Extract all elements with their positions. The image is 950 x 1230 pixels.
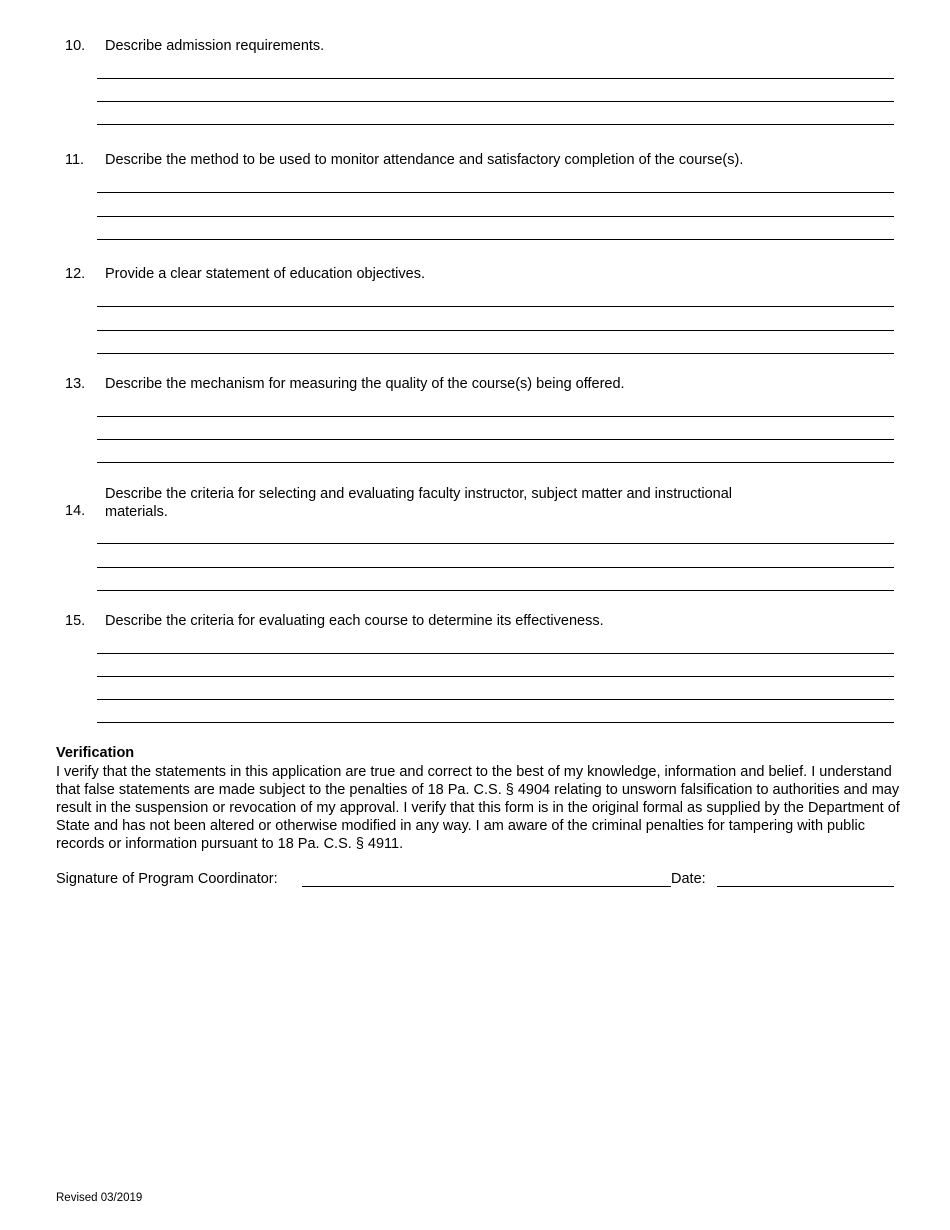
question-text: Describe the criteria for evaluating each course to determine its effectiveness. <box>105 613 604 629</box>
answer-line[interactable] <box>97 101 894 102</box>
answer-line[interactable] <box>97 416 894 417</box>
question-number: 13. <box>65 376 86 392</box>
answer-line[interactable] <box>97 192 894 193</box>
answer-line[interactable] <box>97 239 894 240</box>
date-field[interactable] <box>717 886 894 887</box>
answer-line[interactable] <box>97 543 894 544</box>
date-label: Date: <box>671 871 706 887</box>
answer-line[interactable] <box>97 676 894 677</box>
question-number: 10. <box>65 38 86 54</box>
answer-line[interactable] <box>97 353 894 354</box>
answer-line[interactable] <box>97 216 894 217</box>
question-text: Describe the method to be used to monitor attendance and satisfactory completion of the course(s). <box>105 152 744 168</box>
verification-statement: I verify that the statements in this application are true and correct to the best of my knowledge, information and belief. I understand that false statements are made subject to the penalties of 18 Pa. C.S. § 4904 relating to unsworn falsification to authorities and may result in the suspension or revocation of my approval. I verify that this form is in the original formal as supplied by the Department of State and has not been altered or otherwise modified in any way. I am aware of the criminal penalties for tampering with public records or information pursuant to 18 Pa. C.S. § 4911. <box>56 764 900 852</box>
answer-line[interactable] <box>97 439 894 440</box>
question-text: Describe the mechanism for measuring the quality of the course(s) being offered. <box>105 376 625 392</box>
answer-line[interactable] <box>97 462 894 463</box>
answer-line[interactable] <box>97 124 894 125</box>
answer-line[interactable] <box>97 699 894 700</box>
revision-footer: Revised 03/2019 <box>56 1192 143 1204</box>
answer-line[interactable] <box>97 567 894 568</box>
answer-line[interactable] <box>97 590 894 591</box>
answer-line[interactable] <box>97 78 894 79</box>
question-text: Provide a clear statement of education objectives. <box>105 266 425 282</box>
question-number: 11. <box>65 152 85 168</box>
signature-field[interactable] <box>302 886 671 887</box>
answer-line[interactable] <box>97 306 894 307</box>
question-number: 15. <box>65 613 86 629</box>
answer-line[interactable] <box>97 722 894 723</box>
verification-title: Verification <box>56 745 135 761</box>
question-text: Describe admission requirements. <box>105 38 325 54</box>
question-number: 14. <box>65 503 86 519</box>
signature-label: Signature of Program Coordinator: <box>56 871 278 887</box>
question-text: Describe the criteria for selecting and evaluating faculty instructor, subject matter and instructional materials. <box>105 486 733 520</box>
answer-line[interactable] <box>97 330 894 331</box>
question-number: 12. <box>65 266 86 282</box>
answer-line[interactable] <box>97 653 894 654</box>
